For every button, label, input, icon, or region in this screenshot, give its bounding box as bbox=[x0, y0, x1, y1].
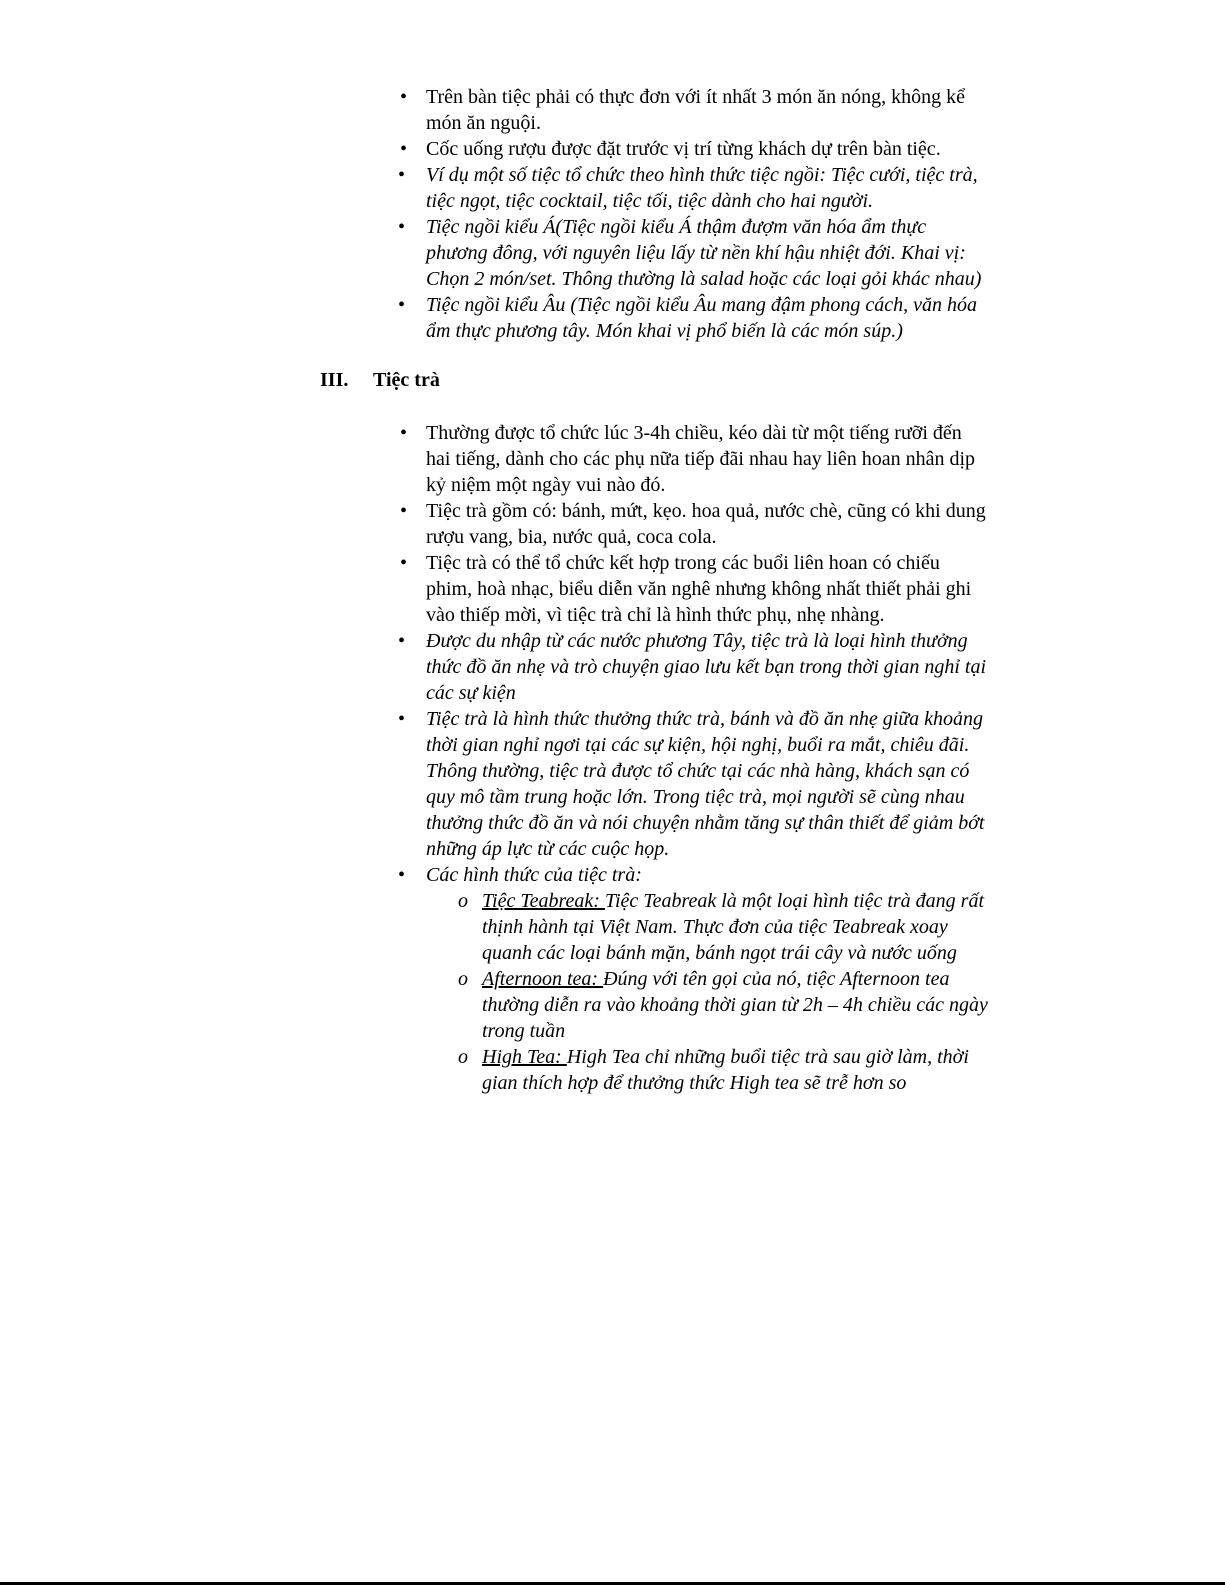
list-block-tea-party bbox=[398, 420, 988, 1096]
list-item bbox=[398, 214, 983, 292]
list-item-text: Trên bàn tiệc phải có thực đơn với ít nhất 3 món ăn nóng, không kể món ăn nguội. bbox=[426, 86, 965, 134]
list-item-text: Các hình thức của tiệc trà: bbox=[426, 864, 642, 886]
bullet-marker: • bbox=[400, 552, 408, 574]
bullet-marker: • bbox=[398, 864, 406, 886]
bullet-marker: • bbox=[398, 708, 406, 730]
list-item bbox=[398, 136, 983, 162]
bullet-marker: • bbox=[398, 216, 406, 238]
section-title: Tiệc trà bbox=[373, 369, 440, 391]
sub-item-term: Tiệc Teabreak: bbox=[482, 890, 605, 912]
sub-item-text: Tiệc Teabreak là một loại hình tiệc trà đang rất thịnh hành tại Việt Nam. Thực đơn của tiệc Teabreak xoay quanh các loại bánh mặn, bánh ngọt trái cây và nước uống bbox=[482, 890, 985, 964]
list-block-seated-banquet bbox=[398, 84, 983, 344]
list-item-text: Ví dụ một số tiệc tổ chức theo hình thức tiệc ngồi: Tiệc cưới, tiệc trà, tiệc ngọt, tiệc cocktail, tiệc tối, tiệc dành cho hai người. bbox=[426, 164, 978, 212]
bullet-marker: • bbox=[400, 86, 408, 108]
list-item-text: Tiệc trà gồm có: bánh, mứt, kẹo. hoa quả, nước chè, cũng có khi dung rượu vang, bia, nước quả, coca cola. bbox=[426, 500, 986, 548]
bullet-marker: • bbox=[400, 138, 408, 160]
list-item bbox=[398, 628, 986, 706]
sub-item-text: Đúng với tên gọi của nó, tiệc Afternoon tea thường diễn ra vào khoảng thời gian từ 2h – 4h chiều các ngày trong tuần bbox=[482, 968, 988, 1042]
bullet-marker: • bbox=[398, 294, 406, 316]
sub-list-item bbox=[456, 966, 988, 1044]
section-number: III. bbox=[320, 369, 349, 391]
list-item bbox=[398, 292, 983, 344]
list-item-text: Tiệc ngồi kiểu Á(Tiệc ngồi kiểu Á thậm đượm văn hóa ẩm thực phương đông, với nguyên liệu lấy từ nền khí hậu nhiệt đới. Khai vị: Chọn 2 món/set. Thông thường là salad hoặc các loại gỏi khác nhau) bbox=[426, 216, 982, 290]
list-item bbox=[398, 862, 988, 888]
sub-item-text: High Tea chỉ những buổi tiệc trà sau giờ làm, thời gian thích hợp để thưởng thức High tea sẽ trễ hơn so bbox=[482, 1046, 969, 1094]
list-item-text: Thường được tổ chức lúc 3-4h chiều, kéo dài từ một tiếng rưỡi đến hai tiếng, dành cho các phụ nữa tiếp đãi nhau hay liên hoan nhân dịp kỷ niệm một ngày vui nào đó. bbox=[426, 422, 976, 496]
list-item-text: Tiệc ngồi kiểu Âu (Tiệc ngồi kiểu Âu mang đậm phong cách, văn hóa ẩm thực phương tây. Món khai vị phổ biến là các món súp.) bbox=[426, 294, 978, 342]
list-item bbox=[398, 84, 983, 136]
bullet-marker: • bbox=[400, 422, 408, 444]
list-item-text: Tiệc trà là hình thức thưởng thức trà, bánh và đồ ăn nhẹ giữa khoảng thời gian nghỉ ngơi tại các sự kiện, hội nghị, buổi ra mắt, chiêu đãi. Thông thường, tiệc trà được tổ chức tại các nhà hàng, khách sạn có quy mô tầm trung hoặc lớn. Trong tiệc trà, mọi người sẽ cùng nhau thưởng thức đồ ăn và nói chuyện nhằm tăng sự thân thiết để giảm bớt những áp lực từ các cuộc họp. bbox=[426, 708, 985, 860]
list-item bbox=[398, 162, 983, 214]
circle-marker: o bbox=[458, 1046, 468, 1068]
circle-marker: o bbox=[458, 890, 468, 912]
list-item bbox=[398, 550, 986, 628]
list-item-text: Cốc uống rượu được đặt trước vị trí từng khách dự trên bàn tiệc. bbox=[426, 138, 941, 160]
list-item-text: Được du nhập từ các nước phương Tây, tiệc trà là loại hình thưởng thức đồ ăn nhẹ và trò chuyện giao lưu kết bạn trong thời gian nghỉ tại các sự kiện bbox=[426, 630, 987, 704]
sub-item-term: Afternoon tea: bbox=[482, 968, 604, 990]
circle-marker: o bbox=[458, 968, 468, 990]
list-item bbox=[398, 498, 988, 550]
bullet-marker: • bbox=[398, 630, 406, 652]
bullet-marker: • bbox=[398, 164, 406, 186]
sub-item-term: High Tea: bbox=[482, 1046, 567, 1068]
list-item-text: Tiệc trà có thể tổ chức kết hợp trong các buổi liên hoan có chiếu phim, hoà nhạc, biểu diễn văn nghê nhưng không nhất thiết phải ghi vào thiếp mời, vì tiệc trà chỉ là hình thức phụ, nhẹ nhàng. bbox=[426, 552, 972, 626]
list-item bbox=[398, 420, 988, 498]
sub-list-item bbox=[456, 888, 988, 966]
bullet-marker: • bbox=[400, 500, 408, 522]
sub-list bbox=[398, 888, 988, 1096]
sub-list-item bbox=[456, 1044, 988, 1096]
list-item bbox=[398, 706, 988, 862]
